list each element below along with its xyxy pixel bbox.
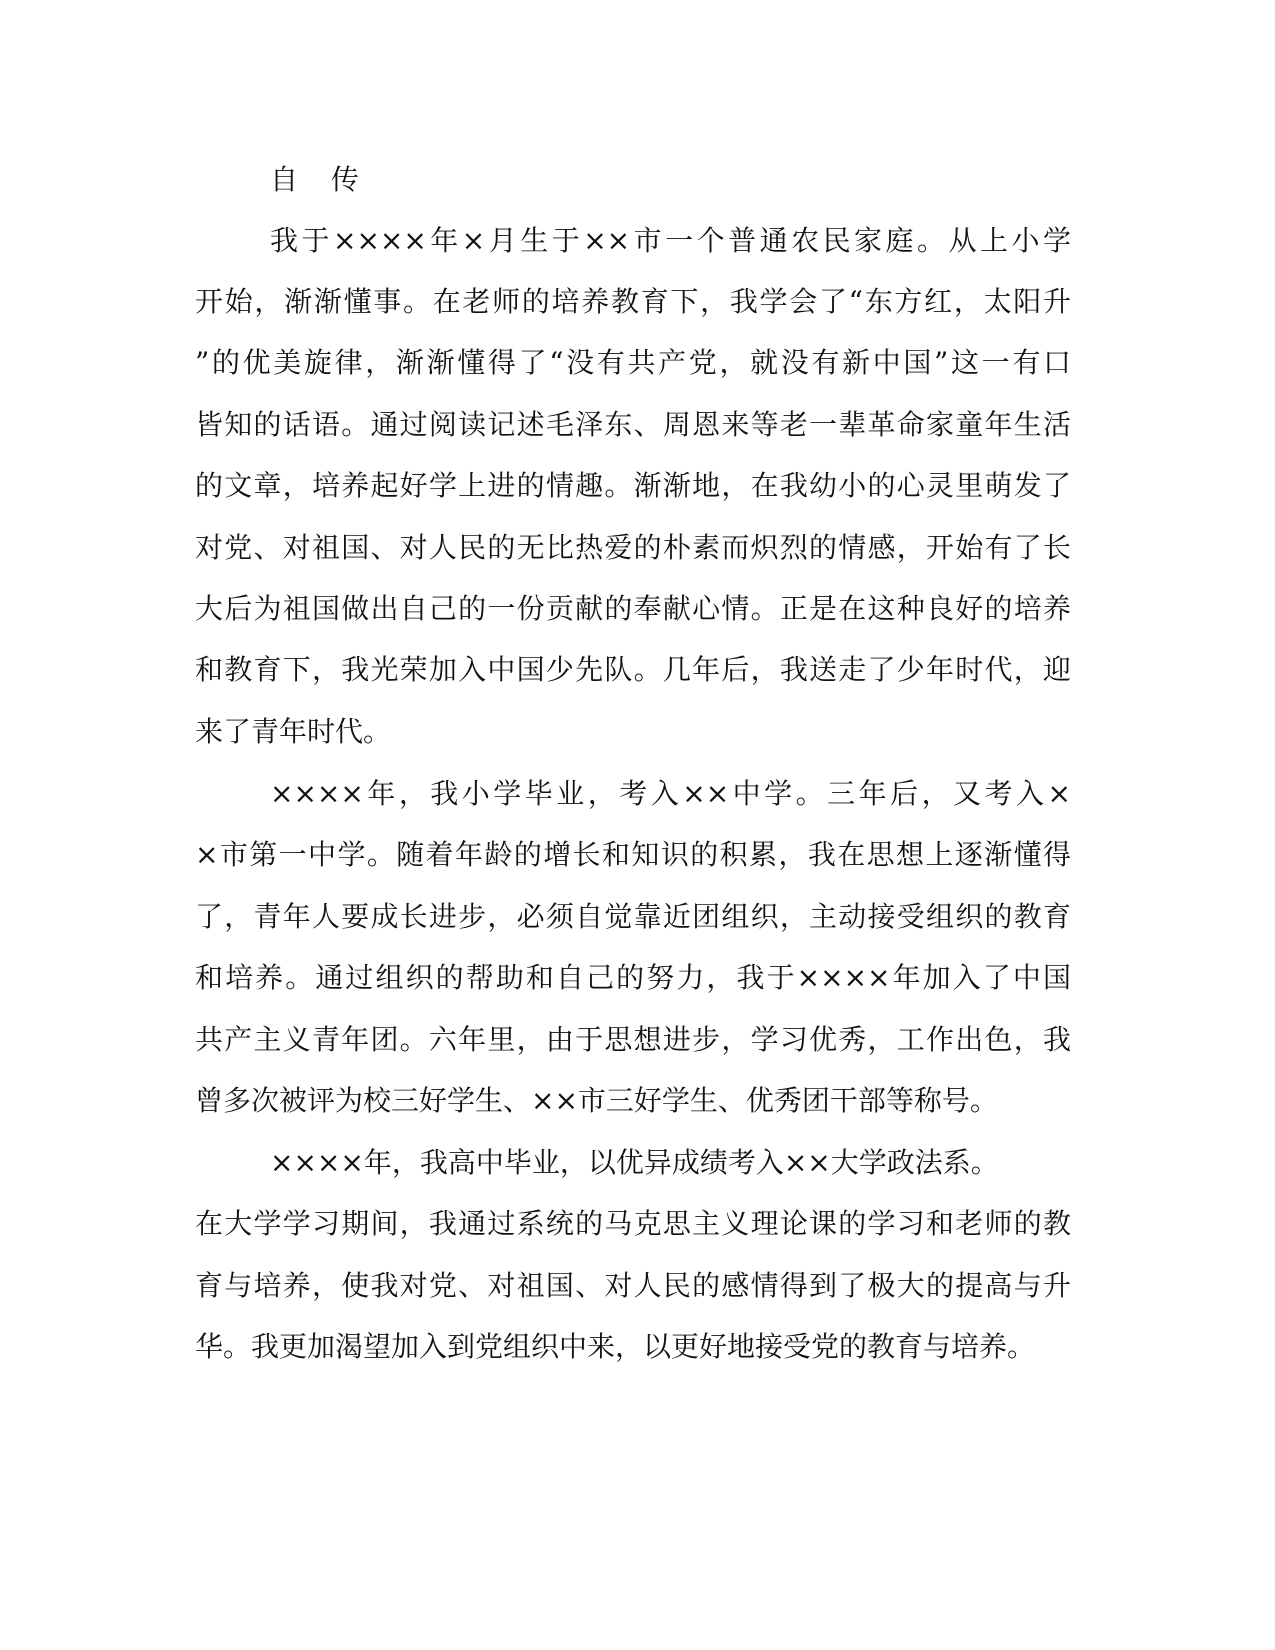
paragraph-line: 对党、对祖国、对人民的无比热爱的朴素而炽烈的情感，开始有了长 [195,531,1071,564]
paragraph-line: 来了青年时代。 [195,715,392,748]
paragraph-line: 共产主义青年团。六年里，由于思想进步，学习优秀，工作出色，我 [195,1023,1071,1056]
paragraph-line: 皆知的话语。通过阅读记述毛泽东、周恩来等老一辈革命家童年生活 [195,408,1071,441]
paragraph-line: 了，青年人要成长进步，必须自觉靠近团组织，主动接受组织的教育 [195,900,1071,933]
document-title: 自 传 [270,163,371,196]
paragraph-line: 我于××××年×月生于××市一个普通农民家庭。从上小学 [270,224,1071,257]
paragraph-line: ××××年，我高中毕业，以优异成绩考入××大学政法系。 [270,1146,999,1179]
paragraph-line: 开始，渐渐懂事。在老师的培养教育下，我学会了“东方红，太阳升 [195,285,1071,318]
paragraph-line: 育与培养，使我对党、对祖国、对人民的感情得到了极大的提高与升 [195,1269,1071,1302]
paragraph-line: ××××年，我小学毕业，考入××中学。三年后，又考入× [270,777,1071,810]
paragraph-line: 华。我更加渴望加入到党组织中来，以更好地接受党的教育与培养。 [195,1330,1036,1363]
paragraph-line: 曾多次被评为校三好学生、××市三好学生、优秀团干部等称号。 [195,1084,998,1117]
paragraph-line: 大后为祖国做出自己的一份贡献的奉献心情。正是在这种良好的培养 [195,592,1071,625]
paragraph-line: 和教育下，我光荣加入中国少先队。几年后，我送走了少年时代，迎 [195,653,1071,686]
paragraph-line: ”的优美旋律，渐渐懂得了“没有共产党，就没有新中国”这一有口 [195,346,1071,379]
paragraph-line: 在大学学习期间，我通过系统的马克思主义理论课的学习和老师的教 [195,1207,1071,1240]
paragraph-line: 的文章，培养起好学上进的情趣。渐渐地，在我幼小的心灵里萌发了 [195,469,1071,502]
paragraph-line: 和培养。通过组织的帮助和自己的努力，我于××××年加入了中国 [195,961,1071,994]
paragraph-line: ×市第一中学。随着年龄的增长和知识的积累，我在思想上逐渐懂得 [195,838,1071,871]
